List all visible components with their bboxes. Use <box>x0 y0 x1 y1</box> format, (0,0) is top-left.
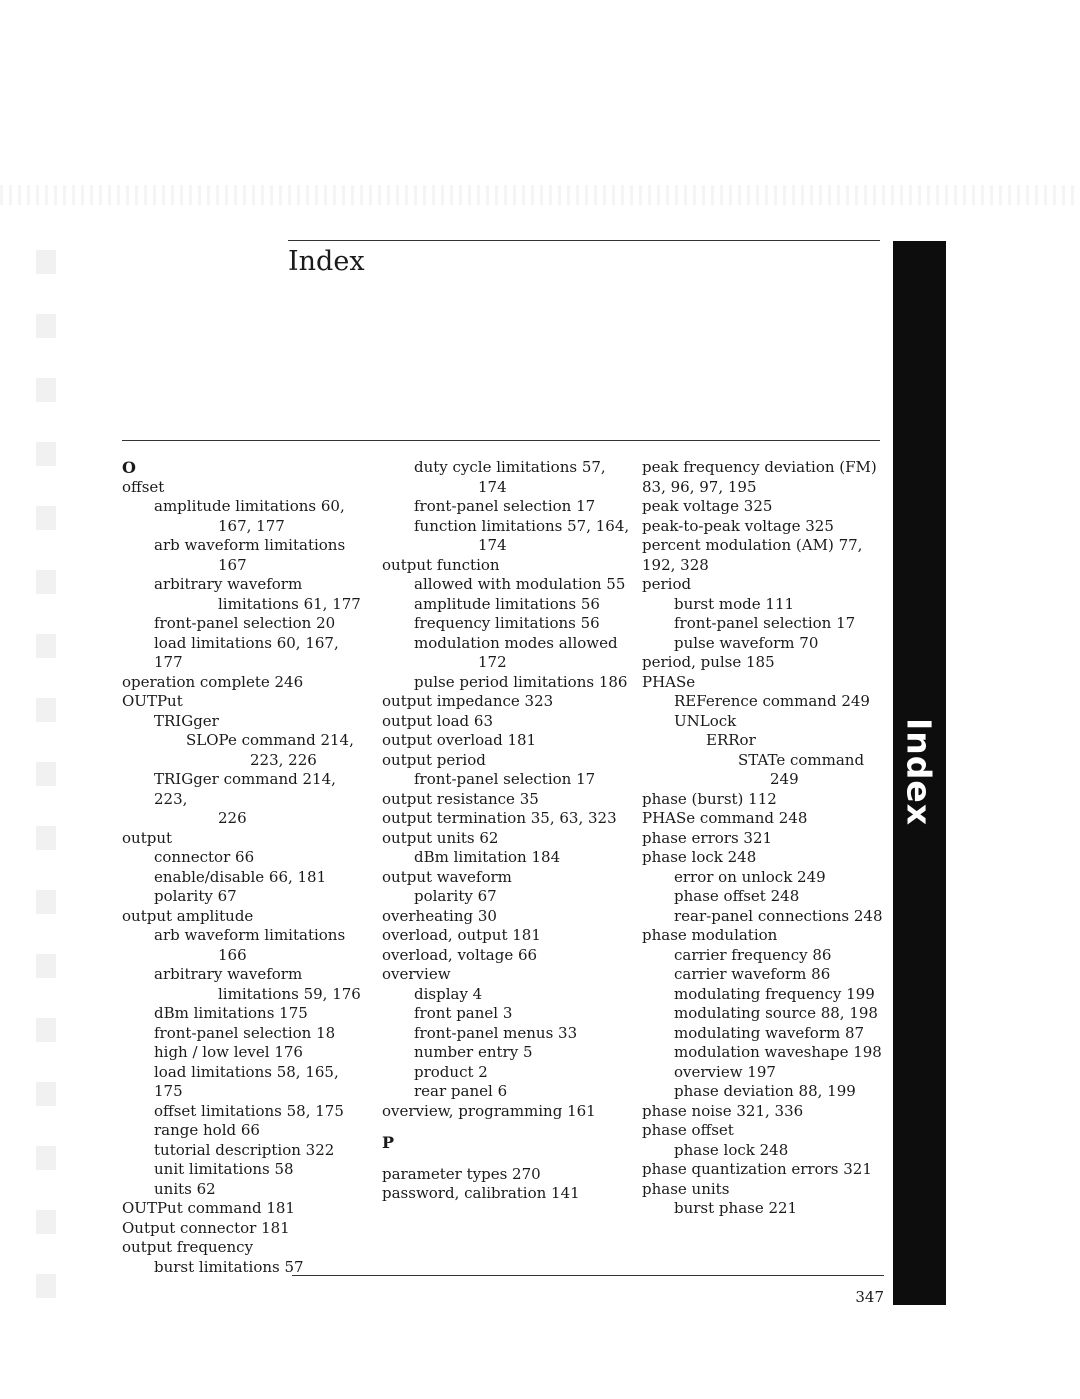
index-entry <box>382 790 632 810</box>
index-entry-text: output period <box>382 750 486 769</box>
index-entry-text: parameter types 270 <box>382 1164 541 1183</box>
index-entry-text: OUTPut command 181 <box>122 1199 295 1217</box>
index-entry <box>642 809 887 829</box>
index-entry-text: polarity 67 <box>414 887 497 905</box>
index-entry-text: phase modulation <box>642 926 778 944</box>
index-entry <box>642 1043 887 1063</box>
index-entry <box>122 575 372 614</box>
index-entry <box>382 985 632 1005</box>
index-entry-text: front-panel selection 20 <box>154 614 336 632</box>
index-entry-text: product 2 <box>414 1062 488 1081</box>
index-entry-text: TRIGger command 214, 223, <box>154 770 336 808</box>
index-entry <box>122 1063 372 1102</box>
index-entry-text: phase errors 321 <box>642 828 773 847</box>
index-entry-text: tutorial description 322 <box>154 1140 335 1159</box>
index-entry-text: number entry 5 <box>414 1043 533 1061</box>
index-entry-text: duty cycle limitations 57, <box>414 458 606 476</box>
index-entry <box>642 614 887 634</box>
index-entry-text: phase offset <box>642 1121 734 1139</box>
index-entry <box>122 965 372 1004</box>
index-entry-text: period, pulse 185 <box>642 653 775 671</box>
index-entry <box>642 1063 887 1083</box>
index-entry <box>642 653 887 673</box>
index-entry <box>122 1004 372 1024</box>
index-entry-text: function limitations 57, 164, <box>414 516 630 535</box>
index-entry-text: frequency limitations 56 <box>414 614 600 632</box>
index-entry <box>642 712 887 732</box>
index-entry-text: connector 66 <box>154 848 255 866</box>
index-entry-text: arbitrary waveform <box>154 965 303 983</box>
index-entry-text: amplitude limitations 56 <box>414 594 600 613</box>
index-entry <box>642 692 887 712</box>
index-entry-text: arb waveform limitations <box>154 926 346 944</box>
index-entry <box>122 1219 372 1239</box>
index-entry <box>122 497 372 536</box>
index-entry <box>122 712 372 732</box>
index-entry-text: display 4 <box>414 984 483 1003</box>
index-entry-text: modulating waveform 87 <box>674 1023 865 1042</box>
index-entry-text: high / low level 176 <box>154 1043 303 1061</box>
index-entry <box>382 887 632 907</box>
index-entry <box>382 809 632 829</box>
index-entry <box>122 770 372 829</box>
index-entry <box>642 1024 887 1044</box>
index-entry-continuation: limitations 59, 176 <box>218 984 361 1003</box>
index-entry-text: percent modulation (AM) 77, <box>642 536 863 554</box>
footer-rule <box>292 1275 884 1276</box>
index-entry-text: output waveform <box>382 867 512 886</box>
index-entry-text: output units 62 <box>382 828 499 847</box>
index-entry-text: output termination 35, 63, 323 <box>382 809 617 827</box>
index-entry-text: unit limitations 58 <box>154 1160 294 1178</box>
index-entry-text: pulse period limitations 186 <box>414 672 628 691</box>
index-entry <box>642 595 887 615</box>
index-entry <box>382 829 632 849</box>
title-rule <box>288 240 880 241</box>
index-entry <box>382 497 632 517</box>
index-entry <box>382 1024 632 1044</box>
index-entry <box>382 1165 632 1185</box>
index-entry-text: phase offset 248 <box>674 887 800 905</box>
index-entry-text: range hold 66 <box>154 1121 260 1139</box>
scan-artifact-top <box>0 185 1080 205</box>
index-entry <box>642 848 887 868</box>
index-column-3 <box>642 458 887 1219</box>
index-entry-text: front-panel selection 17 <box>414 770 596 788</box>
index-entry-text: output frequency <box>122 1238 254 1256</box>
index-entry-text: period <box>642 575 692 593</box>
index-entry-text: 83, 96, 97, 195 <box>642 477 757 496</box>
index-entry-text: phase lock 248 <box>642 848 757 866</box>
index-entry <box>642 907 887 927</box>
index-entry-text: enable/disable 66, 181 <box>154 867 327 886</box>
index-entry <box>122 1102 372 1122</box>
index-entry <box>382 712 632 732</box>
index-gap <box>382 1121 632 1133</box>
index-entry-text: PHASe command 248 <box>642 809 808 827</box>
index-entry <box>642 536 887 556</box>
index-entry <box>122 1199 372 1219</box>
index-entry <box>122 1043 372 1063</box>
index-entry <box>382 1063 632 1083</box>
page-title: Index <box>288 246 365 277</box>
index-entry-text: phase lock 248 <box>674 1140 789 1159</box>
index-entry <box>642 770 887 790</box>
index-entry-text: offset limitations 58, 175 <box>154 1101 344 1120</box>
index-letter-heading: P <box>382 1133 395 1152</box>
index-entry-text: overload, output 181 <box>382 926 541 944</box>
index-entry <box>642 1102 887 1122</box>
index-entry <box>122 1160 372 1180</box>
index-entry-text: phase deviation 88, 199 <box>674 1082 856 1100</box>
index-entry <box>122 692 372 712</box>
index-entry <box>382 692 632 712</box>
index-entry-text: PHASe <box>642 672 696 691</box>
index-entry <box>382 926 632 946</box>
index-entry <box>122 614 372 634</box>
index-entry <box>642 1004 887 1024</box>
index-entry-text: output <box>122 828 173 847</box>
index-entry-continuation: 226 <box>218 809 247 827</box>
index-entry-text: front-panel selection 18 <box>154 1023 336 1042</box>
index-entry-text: phase (burst) 112 <box>642 789 777 808</box>
index-entry <box>642 634 887 654</box>
index-entry <box>122 1024 372 1044</box>
index-entry-continuation: limitations 61, 177 <box>218 594 361 613</box>
index-entry <box>642 517 887 537</box>
index-entry-text: dBm limitations 175 <box>154 1004 308 1022</box>
index-entry-text: phase noise 321, 336 <box>642 1101 804 1120</box>
index-entry <box>382 1082 632 1102</box>
index-entry <box>122 907 372 927</box>
index-entry-continuation: 174 <box>478 477 507 496</box>
index-entry <box>642 478 887 498</box>
index-entry-text: modulation modes allowed <box>414 633 618 652</box>
index-entry-text: modulating frequency 199 <box>674 984 875 1003</box>
index-entry <box>382 458 632 497</box>
index-entry <box>122 673 372 693</box>
index-entry-text: front panel 3 <box>414 1004 513 1022</box>
index-entry-text: peak-to-peak voltage 325 <box>642 516 834 535</box>
index-entry-continuation: 223, 226 <box>250 750 317 769</box>
index-entry-text: allowed with modulation 55 <box>414 575 626 593</box>
index-entry-continuation: 167, 177 <box>218 516 285 535</box>
index-entry <box>642 887 887 907</box>
index-entry <box>382 1004 632 1024</box>
index-entry <box>122 478 372 498</box>
index-entry <box>122 829 372 849</box>
index-entry-text: OUTPut <box>122 692 183 710</box>
index-entry-text: overview, programming 161 <box>382 1101 596 1120</box>
index-entry <box>122 731 372 770</box>
index-entry-text: front-panel menus 33 <box>414 1023 578 1042</box>
index-entry-text: arbitrary waveform <box>154 575 303 593</box>
index-entry <box>642 673 887 693</box>
index-entry-text: phase quantization errors 321 <box>642 1160 872 1178</box>
index-entry <box>382 1043 632 1063</box>
index-entry-text: output load 63 <box>382 711 494 730</box>
index-column-1 <box>122 458 372 1277</box>
index-entry-text: burst limitations 57 <box>154 1257 304 1276</box>
index-entry <box>642 868 887 888</box>
index-entry-text: output impedance 323 <box>382 692 554 710</box>
index-entry <box>122 848 372 868</box>
index-entry <box>382 965 632 985</box>
index-entry <box>382 517 632 556</box>
index-entry <box>642 946 887 966</box>
index-entry <box>642 1141 887 1161</box>
index-entry <box>382 575 632 595</box>
index-entry-text: amplitude limitations 60, <box>154 497 345 515</box>
scan-artifact-left <box>36 250 56 1300</box>
index-entry-text: overview <box>382 965 451 983</box>
index-entry <box>382 907 632 927</box>
index-entry <box>382 731 632 751</box>
index-entry-text: 249 <box>770 770 799 788</box>
index-entry <box>642 1082 887 1102</box>
index-entry-text: carrier waveform 86 <box>674 965 831 983</box>
index-entry <box>382 634 632 673</box>
page-number: 347 <box>855 1288 884 1306</box>
index-entry-text: burst phase 221 <box>674 1199 798 1217</box>
index-entry <box>382 1184 632 1204</box>
index-entry-text: 192, 328 <box>642 555 709 574</box>
index-entry <box>122 1121 372 1141</box>
index-entry <box>122 868 372 888</box>
index-entry <box>642 790 887 810</box>
index-column-2 <box>382 458 632 1204</box>
index-gap <box>382 1153 632 1165</box>
index-entry <box>642 751 887 771</box>
index-entry-text: load limitations 60, 167, 177 <box>154 633 339 671</box>
index-entry <box>122 536 372 575</box>
index-entry <box>122 887 372 907</box>
index-entry-text: burst mode 111 <box>674 594 795 613</box>
index-entry-text: front-panel selection 17 <box>414 497 596 515</box>
index-entry <box>642 965 887 985</box>
index-entry-text: modulating source 88, 198 <box>674 1004 878 1022</box>
section-rule <box>122 440 880 441</box>
index-entry <box>122 1141 372 1161</box>
index-entry <box>642 926 887 946</box>
index-entry-text: error on unlock 249 <box>674 867 826 886</box>
index-entry-text: offset <box>122 477 165 496</box>
index-entry-text: output amplitude <box>122 906 254 925</box>
index-entry-continuation: 166 <box>218 945 247 964</box>
index-entry-text: dBm limitation 184 <box>414 848 561 866</box>
index-entry-continuation: 174 <box>478 536 507 554</box>
index-entry-continuation: 172 <box>478 653 507 671</box>
index-entry <box>382 848 632 868</box>
index-entry <box>642 1199 887 1219</box>
index-entry <box>382 946 632 966</box>
index-entry-text: peak frequency deviation (FM) <box>642 458 877 476</box>
index-entry <box>642 1121 887 1141</box>
index-entry <box>382 1102 632 1122</box>
index-entry <box>122 1238 372 1258</box>
index-entry-text: carrier frequency 86 <box>674 945 832 964</box>
index-entry <box>382 751 632 771</box>
index-entry-text: output resistance 35 <box>382 789 539 808</box>
index-entry-text: output function <box>382 555 500 574</box>
index-entry-text: peak voltage 325 <box>642 497 773 515</box>
index-entry-text: load limitations 58, 165, 175 <box>154 1062 339 1100</box>
index-entry <box>642 556 887 576</box>
index-entry <box>122 634 372 673</box>
index-entry-text: SLOPe command 214, <box>186 731 354 749</box>
index-tab-label: Index <box>899 717 939 827</box>
index-entry-text: overview 197 <box>674 1062 776 1081</box>
index-entry <box>382 770 632 790</box>
index-entry-text: password, calibration 141 <box>382 1184 580 1202</box>
index-entry <box>122 1180 372 1200</box>
index-entry-text: rear-panel connections 248 <box>674 906 883 925</box>
index-letter-heading: O <box>122 458 136 477</box>
index-entry-text: UNLock <box>674 711 737 730</box>
index-entry <box>642 985 887 1005</box>
index-entry-text: output overload 181 <box>382 731 537 749</box>
index-entry-text: rear panel 6 <box>414 1082 508 1100</box>
index-entry <box>642 575 887 595</box>
index-entry <box>642 1180 887 1200</box>
index-entry <box>642 829 887 849</box>
index-entry-text: REFerence command 249 <box>674 692 870 710</box>
index-entry-text: overload, voltage 66 <box>382 945 538 964</box>
index-entry-text: overheating 30 <box>382 906 497 925</box>
index-entry-text: polarity 67 <box>154 887 237 905</box>
index-entry <box>642 497 887 517</box>
index-entry-text: TRIGger <box>154 711 219 730</box>
index-entry-text: ERRor <box>706 731 756 749</box>
index-entry <box>122 926 372 965</box>
index-entry <box>382 673 632 693</box>
index-entry-continuation: 167 <box>218 555 247 574</box>
index-entry <box>382 868 632 888</box>
index-entry-text: arb waveform limitations <box>154 536 346 554</box>
index-entry-text: Output connector 181 <box>122 1218 290 1237</box>
index-entry <box>642 1160 887 1180</box>
index-entry-text: operation complete 246 <box>122 672 304 691</box>
index-entry-text: units 62 <box>154 1179 216 1198</box>
index-entry <box>382 614 632 634</box>
index-entry-text: phase units <box>642 1179 730 1198</box>
index-entry <box>642 458 887 478</box>
index-entry <box>642 731 887 751</box>
index-entry-text: pulse waveform 70 <box>674 633 819 652</box>
index-entry-text: STATe command <box>738 750 865 769</box>
index-entry-text: front-panel selection 17 <box>674 614 856 632</box>
index-entry <box>382 556 632 576</box>
index-entry-text: modulation waveshape 198 <box>674 1043 882 1061</box>
index-entry <box>382 595 632 615</box>
